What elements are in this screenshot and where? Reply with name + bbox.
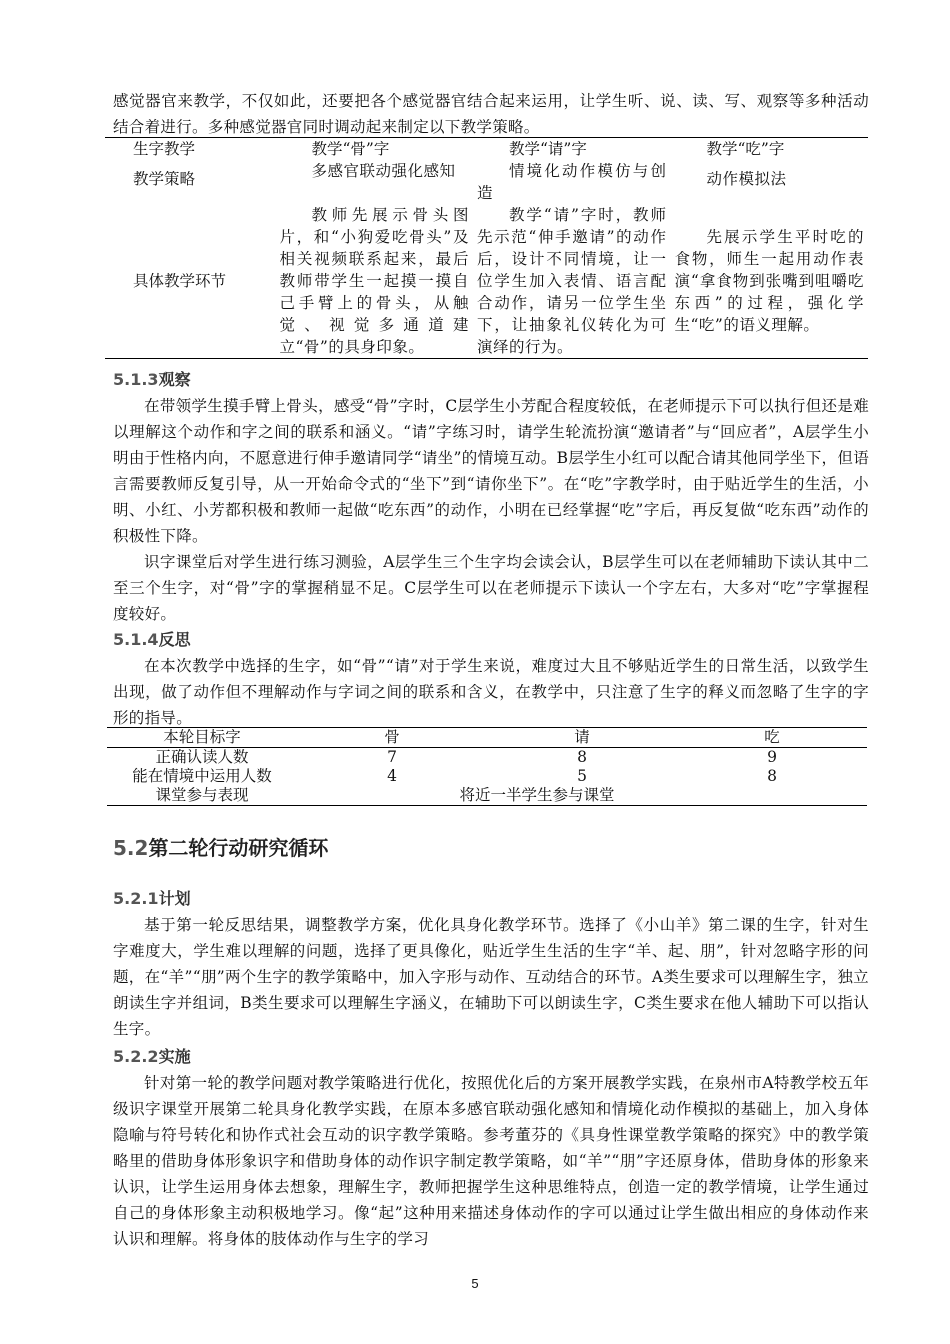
paragraph: 在本次教学中选择的生字，如“骨”“请”对于学生来说，难度过大且不够贴近学生的日常生活，以致学生出现，做了动作但不理解动作与字词之间的联系和含义，在教学中，只注意了生字的释义而忽略了生字的字形的指导。 (113, 657, 869, 727)
page-number: 5 (471, 1276, 479, 1291)
stats-table-cell: 4 (387, 767, 397, 785)
section-5-1-4 (113, 627, 869, 731)
strategy-table-cell: 教学“请”字时，教师先示范“伸手邀请”的动作后，设计不同情境，让一位学生加入表情、语言配合动作，请另一位学生坐下，让抽象礼仪转化为可演绎的行为。 (473, 204, 670, 359)
section-heading: 5.1.3观察 (113, 370, 191, 389)
stats-table-header-cell: 本轮目标字 (107, 728, 297, 748)
section-heading-5-2: 5.2第二轮行动研究循环 (113, 836, 329, 860)
paragraph: 基于第一轮反思结果，调整教学方案，优化具身化教学环节。选择了《小山羊》第二课的生字，针对生字难度大，学生难以理解的问题，选择了更具像化，贴近学生生活的生字“羊、起、朋”，针对忽略字形的问题，在“羊”“朋”两个生字的教学策略中，加入字形与动作、互动结合的环节。A类生要求可以理解生字，独立朗读生字并组词，B类生要求可以理解生字涵义，在辅助下可以朗读生字，C类生要求在他人辅助下可以指认生字。 (113, 916, 869, 1038)
section-5-2-1 (113, 886, 869, 1042)
strategy-table-cell: 教师先展示骨头图片，和“小狗爱吃骨头”及相关视频联系起来，最后教师带学生一起摸一摸自己手臂上的骨头，从触觉、视觉多通道建立“骨”的具身印象。 (276, 204, 473, 359)
section-heading: 5.1.4反思 (113, 630, 191, 649)
stats-table-cell: 8 (767, 767, 777, 785)
section-5-2-2 (113, 1044, 869, 1252)
stats-table-cell: 7 (387, 748, 397, 766)
paragraph: 识字课堂后对学生进行练习测验，A层学生三个生字均会读会认，B层学生可以在老师辅助下读认其中二至三个生字，对“骨”字的掌握稍显不足。C层学生可以在老师提示下读认一个字左右，大多对“吃”字掌握程度较好。 (113, 553, 869, 623)
stats-table-row-label: 正确认读人数 (155, 748, 249, 766)
section-heading: 5.2.1计划 (113, 889, 191, 908)
stats-table-cell: 8 (577, 748, 587, 766)
stats-table-row-label: 课堂参与表现 (107, 786, 297, 806)
paragraph: 针对第一轮的教学问题对教学策略进行优化，按照优化后的方案开展教学实践，在泉州市A特教学校五年级识字课堂开展第二轮具身化教学实践，在原本多感官联动强化感知和情境化动作模拟的基础上，加入身体隐喻与符号转化和协作式社会互动的识字教学策略。参考董芬的《具身性课堂教学策略的探究》中的教学策略里的借助身体形象识字和借助身体的动作识字制定教学策略，如“羊”“朋”字还原身体，借助身体的形象来认识，让学生运用身体去想象，理解生字，教师把握学生这种思维特点，创造一定的教学情境，让学生通过自己的身体形象主动积极地学习。像“起”这种用来描述身体动作的字可以通过让学生做出相应的身体动作来认识和理解。将身体的肢体动作与生字的学习 (113, 1074, 869, 1248)
strategy-table-cell: 动作模拟法 (706, 170, 787, 188)
section-5-1-3 (113, 367, 869, 627)
stats-table (107, 727, 867, 806)
stats-table-cell: 5 (577, 767, 587, 785)
strategy-table-header-cell: 教学“骨”字 (276, 138, 473, 161)
intro-paragraph: 感觉器官来教学，不仅如此，还要把各个感觉器官结合起来运用，让学生听、说、读、写、观察等多种活动结合着进行。多种感觉器官同时调动起来制定以下教学策略。 (113, 92, 869, 136)
strategy-table-cell: 多感官联动强化感知 (311, 162, 456, 180)
strategy-table-row-label: 具体教学环节 (105, 204, 276, 359)
stats-table-header-cell: 请 (487, 728, 677, 748)
stats-table-cell: 将近一半学生参与课堂 (297, 786, 867, 806)
paragraph: 在带领学生摸手臂上骨头，感受“骨”字时，C层学生小芳配合程度较低，在老师提示下可以执行但还是难以理解这个动作和字之间的联系和涵义。“请”字练习时，请学生轮流扮演“邀请者”与“回应者”，A层学生小明由于性格内向，不愿意进行伸手邀请同学“请坐”的情境互动。B层学生小红可以配合请其他同学坐下，但语言需要教师反复引导，从一开始命令式的“坐下”到“请你坐下”。在“吃”字教学时，由于贴近学生的生活，小明、小红、小芳都积极和教师一起做“吃东西”的动作，小明在已经掌握“吃”字后，再反复做“吃东西”动作的积极性下降。 (113, 397, 869, 545)
section-heading: 5.2.2实施 (113, 1047, 191, 1066)
strategy-table-header-cell: 教学“吃”字 (670, 138, 868, 161)
stats-table-header-cell: 骨 (297, 728, 487, 748)
stats-table-row-label: 能在情境中运用人数 (132, 767, 272, 785)
strategy-table-header-cell: 生字教学 (105, 138, 276, 161)
stats-table-cell: 9 (767, 748, 777, 766)
strategy-table-cell: 先展示学生平时吃的食物，师生一起用动作表演“拿食物到张嘴到咀嚼吃东西”的过程，强化学生“吃”的语义理解。 (670, 204, 868, 359)
strategy-table-cell: 情境化动作模仿与创造 (476, 162, 667, 202)
strategy-table-header-cell: 教学“请”字 (473, 138, 670, 161)
strategy-table (105, 137, 868, 359)
strategy-table-row-label: 教学策略 (133, 170, 196, 188)
stats-table-header-cell: 吃 (677, 728, 867, 748)
